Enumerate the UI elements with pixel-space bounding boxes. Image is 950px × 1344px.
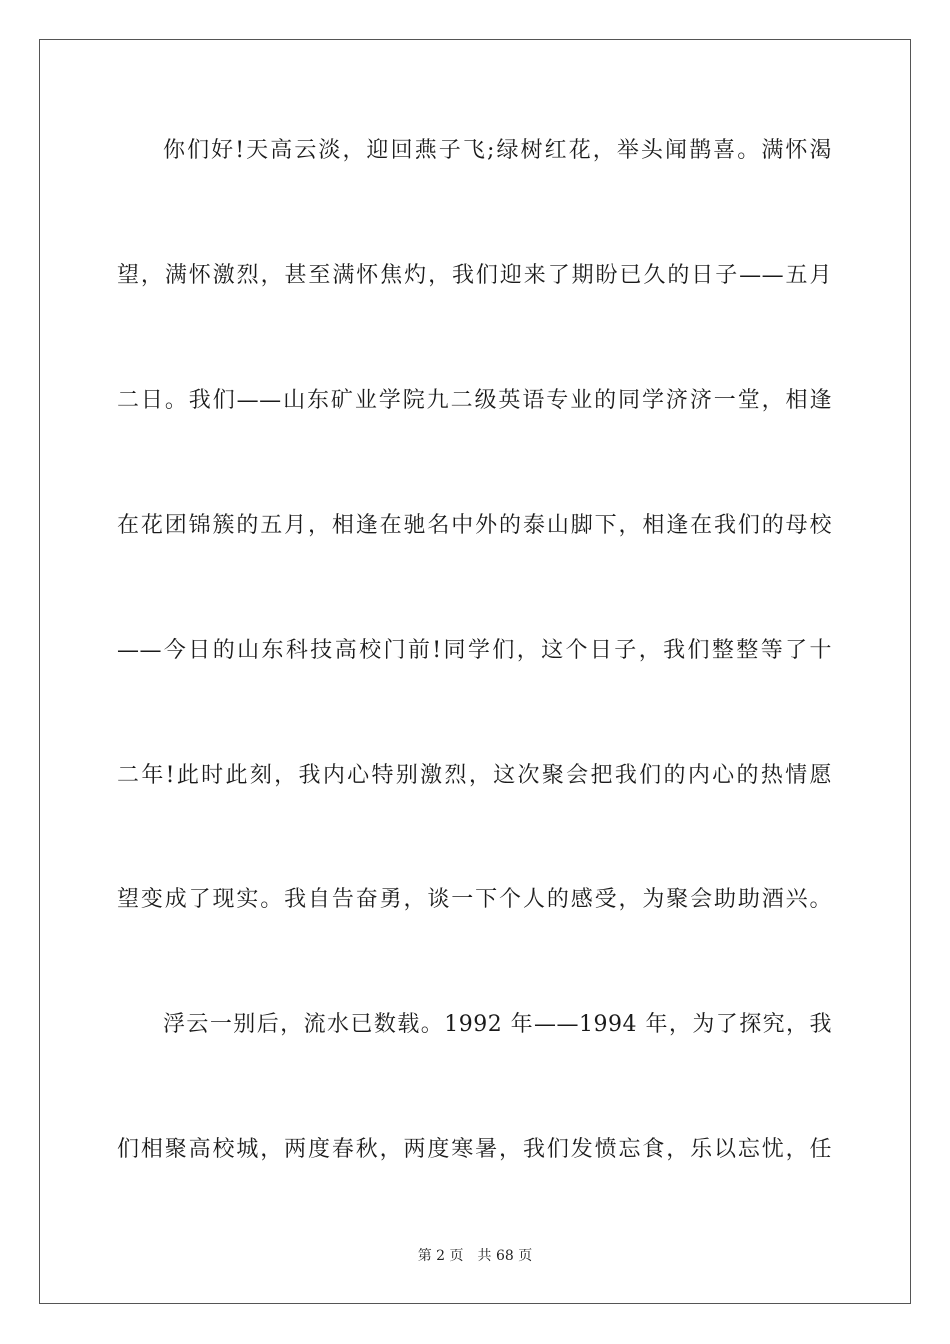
paragraph-1-line-3: 二日。我们——山东矿业学院九二级英语专业的同学济济一堂，相逢 xyxy=(117,388,832,413)
page-number: 第 2 页 xyxy=(417,1248,464,1264)
paragraph-1-line-6: 二年!此时此刻，我内心特别激烈，这次聚会把我们的内心的热情愿 xyxy=(117,763,832,788)
paragraph-1-line-1: 你们好!天高云淡，迎回燕子飞;绿树红花，举头闻鹊喜。满怀渴 xyxy=(163,138,832,163)
paragraph-1-line-7: 望变成了现实。我自告奋勇，谈一下个人的感受，为聚会助助酒兴。 xyxy=(117,887,832,912)
paragraph-1-line-5: ——今日的山东科技高校门前!同学们，这个日子，我们整整等了十 xyxy=(117,638,832,663)
page-total: 共 68 页 xyxy=(477,1248,533,1264)
paragraph-2-line-1: 浮云一别后，流水已数载。1992 年——1994 年，为了探究，我 xyxy=(163,1012,832,1037)
paragraph-1-line-2: 望，满怀激烈，甚至满怀焦灼，我们迎来了期盼已久的日子——五月 xyxy=(117,263,832,288)
paragraph-1-line-4: 在花团锦簇的五月，相逢在驰名中外的泰山脚下，相逢在我们的母校 xyxy=(117,513,832,538)
paragraph-2-line-2: 们相聚高校城，两度春秋，两度寒暑，我们发愤忘食，乐以忘忧，任 xyxy=(117,1137,832,1162)
page-border xyxy=(39,39,911,1304)
page-footer xyxy=(0,1247,950,1265)
